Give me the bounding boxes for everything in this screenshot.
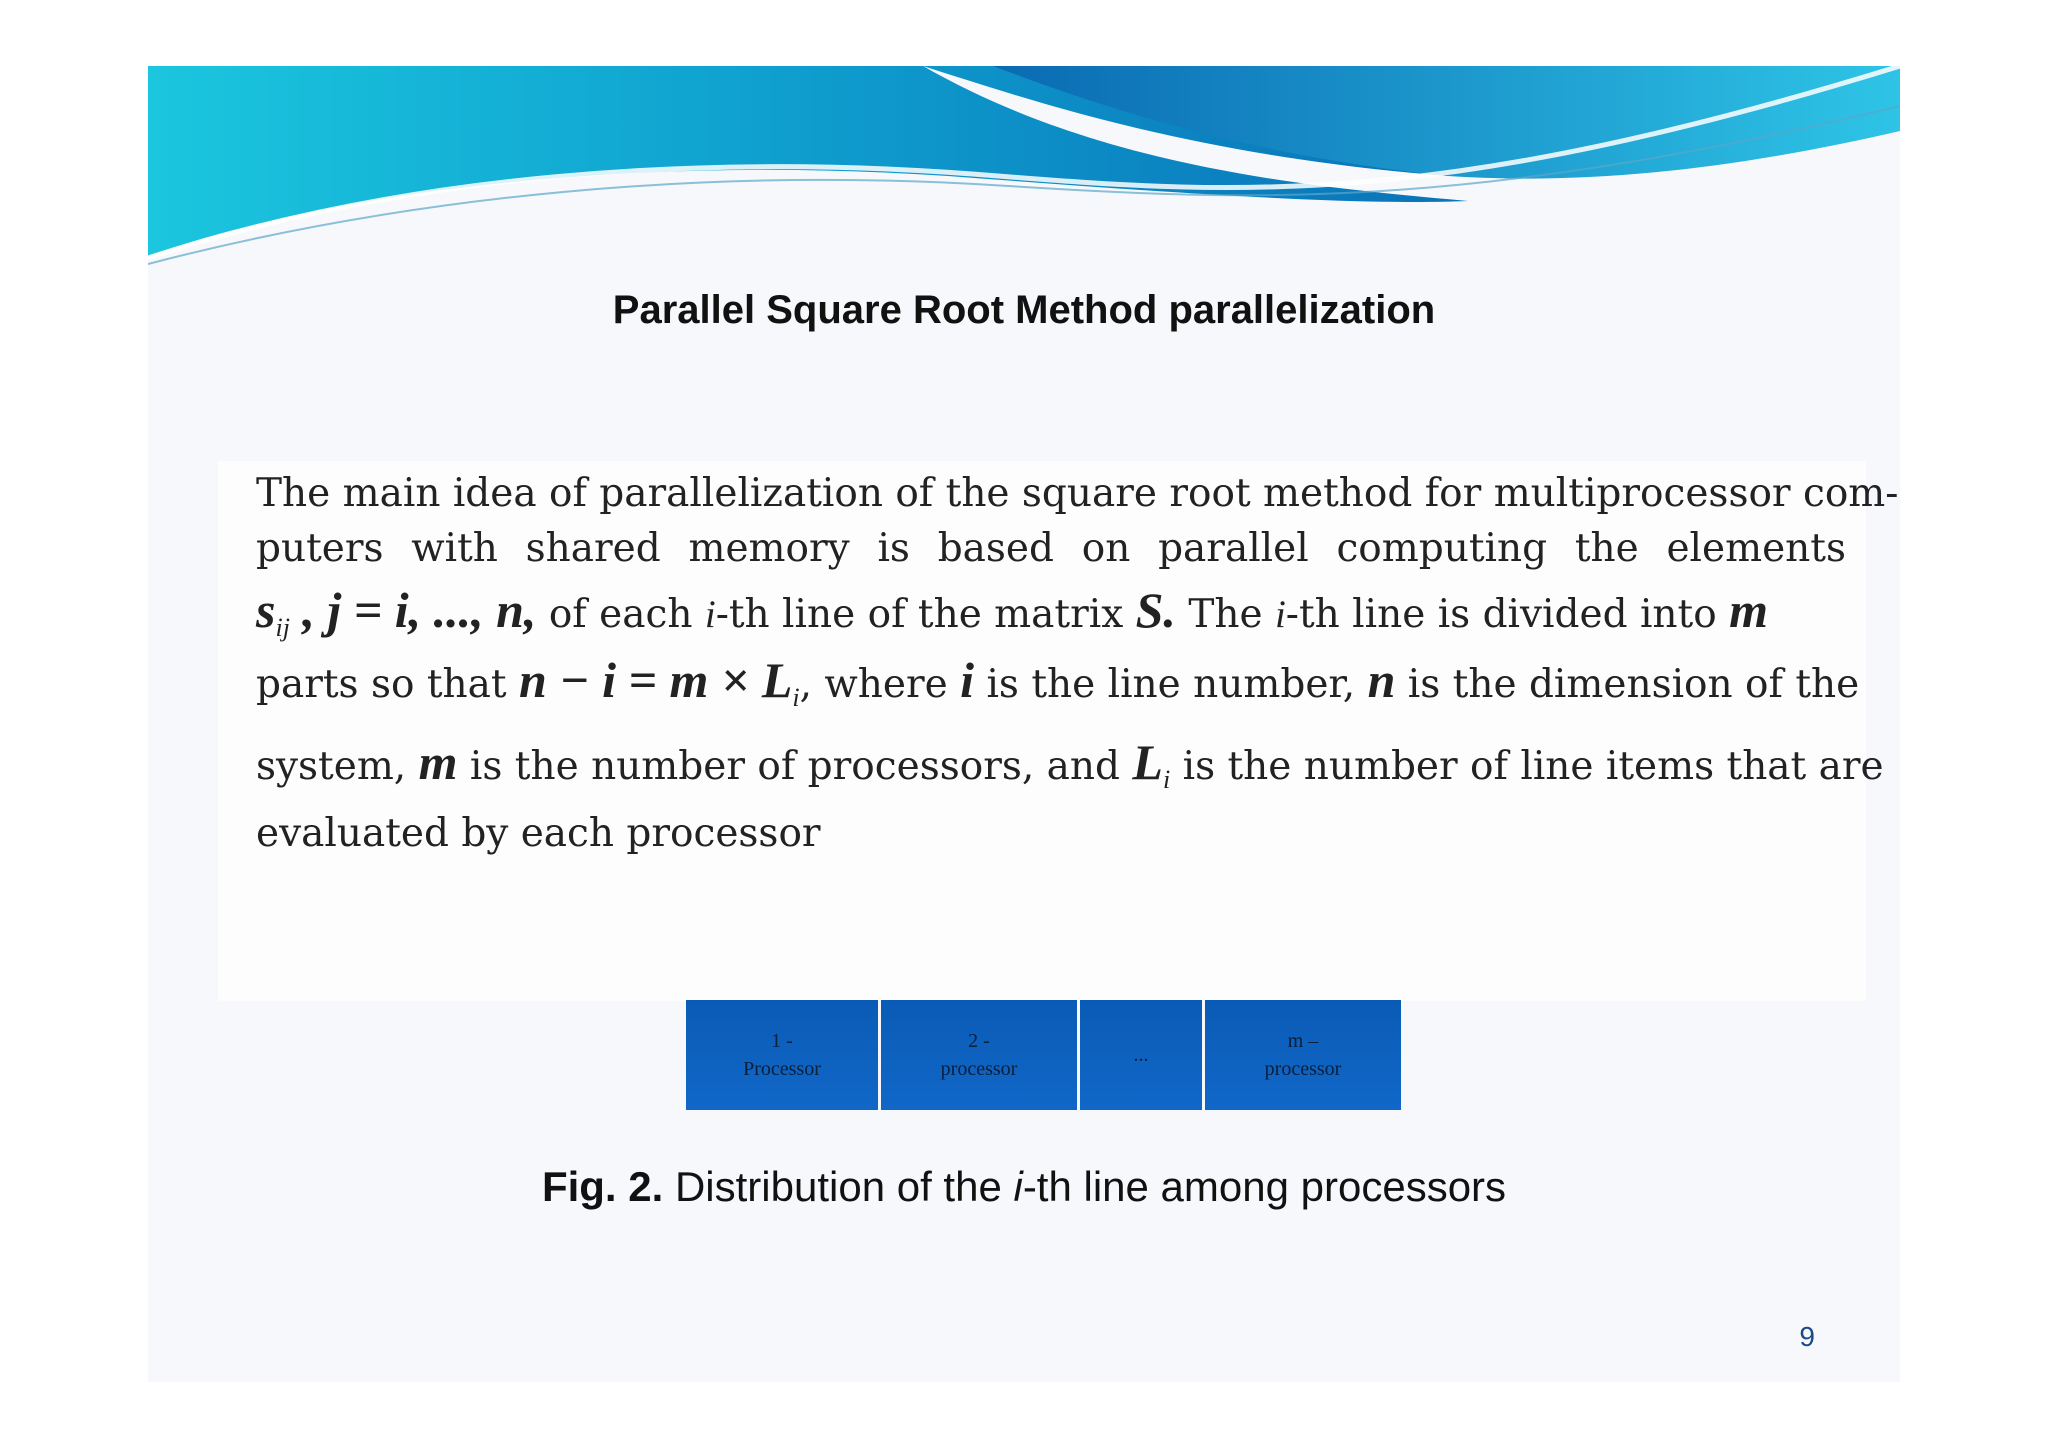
cell-label: processor [940, 1058, 1018, 1080]
math-S: S. [1135, 582, 1176, 638]
math-L: L [1132, 734, 1163, 790]
body-line-5 [256, 733, 1884, 795]
body-text-box [218, 461, 1899, 1001]
word: puters [256, 526, 384, 571]
text: -th line of the matrix [715, 592, 1124, 637]
text: is the number of processors, and [469, 744, 1120, 789]
math-m: m [418, 734, 458, 790]
word: parallel [1158, 526, 1309, 571]
text: system, [256, 744, 407, 789]
processor-cell [686, 1000, 878, 1110]
text: of each [548, 592, 693, 637]
math-i: i [1274, 593, 1286, 636]
cell-index: 1 - [771, 1030, 793, 1052]
math-n: n [1367, 652, 1396, 708]
caption-text: -th line among processors [1022, 1163, 1507, 1210]
math-range: , j = i, ..., n, [302, 582, 537, 638]
cell-index: ... [1133, 1044, 1149, 1066]
math-s: s [256, 582, 276, 638]
cell-index: m – [1287, 1030, 1319, 1052]
text: , where [799, 662, 948, 707]
math-i: i [704, 593, 716, 636]
word: on [1081, 526, 1131, 571]
body-line-1: The main idea of parallelization of the square root method for multiprocessor com- [256, 471, 1899, 516]
cell-index: 2 - [968, 1030, 990, 1052]
text: -th line is divided into [1285, 592, 1717, 637]
caption-italic: i [1013, 1163, 1023, 1210]
slide-title: Parallel Square Root Method parallelization [612, 288, 1436, 332]
text: is the dimension of the [1407, 662, 1860, 707]
math-m: m [1729, 582, 1768, 638]
page-number: 9 [1799, 1321, 1815, 1352]
caption-label: Fig. 2. [541, 1163, 664, 1210]
word: computing [1336, 526, 1548, 571]
body-line-3 [256, 581, 1846, 643]
word: is [877, 526, 910, 571]
math-sub: ij [275, 612, 290, 642]
math-sub: i [1162, 764, 1171, 794]
word: the [1574, 526, 1639, 571]
word: memory [688, 526, 850, 571]
text: The [1188, 592, 1263, 637]
word: based [937, 526, 1054, 571]
word: shared [525, 526, 661, 571]
text: is the number of line items that are [1182, 744, 1884, 789]
math-equation: n − i = m × L [518, 652, 793, 708]
processor-distribution-figure [686, 1000, 1404, 1110]
header-wave-banner [148, 66, 1900, 266]
body-line-2 [256, 526, 1846, 571]
word: with [411, 526, 498, 571]
processor-cell [1080, 1000, 1202, 1110]
text: parts so that [256, 662, 507, 707]
math-sub: i [792, 682, 800, 712]
body-line-4 [256, 651, 1860, 713]
processor-cell [1205, 1000, 1401, 1110]
processor-cell [881, 1000, 1077, 1110]
math-i: i [960, 652, 975, 708]
word: elements [1666, 526, 1846, 571]
body-line-6: evaluated by each processor [256, 811, 821, 856]
cell-label: Processor [743, 1058, 821, 1080]
slide [148, 66, 1900, 1382]
text: is the line number, [986, 662, 1356, 707]
caption-text: Distribution of the [663, 1163, 1014, 1210]
figure-caption [148, 1163, 1900, 1211]
cell-label: processor [1264, 1058, 1342, 1080]
